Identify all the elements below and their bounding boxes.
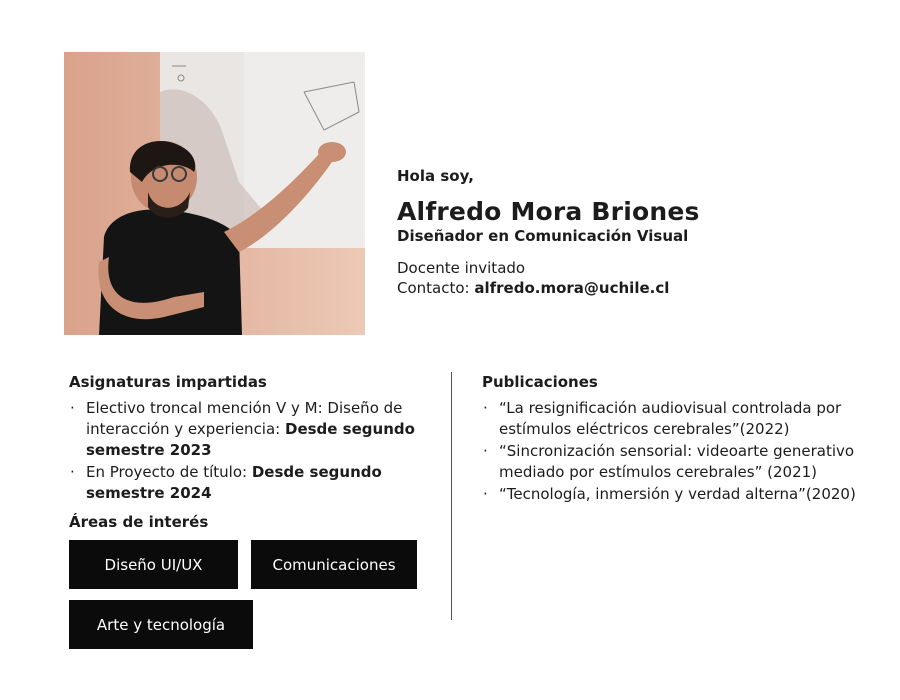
person-role: Docente invitado (397, 259, 526, 277)
bullet: · (70, 463, 75, 481)
course-period: Desde segundo semestre 2024 (86, 463, 382, 502)
right-column (482, 372, 862, 506)
bullet: · (483, 485, 488, 503)
bullet: · (483, 399, 488, 417)
courses-list (69, 398, 439, 504)
course-period: Desde segundo semestre 2023 (86, 420, 415, 459)
person-title: Diseñador en Comunicación Visual (397, 227, 689, 245)
interest-tag: Arte y tecnología (69, 600, 253, 649)
publication-item (482, 484, 862, 505)
course-text: Electivo troncal mención V y M: Diseño de interacción y experiencia: (86, 399, 403, 438)
publication-text: “Tecnología, inmersión y verdad alterna”(2020) (499, 485, 856, 503)
bullet: · (70, 399, 75, 417)
publication-text: “Sincronización sensorial: videoarte generativo mediado por estímulos cerebrales” (2021) (499, 442, 855, 481)
publications-heading: Publicaciones (482, 373, 598, 391)
contact-email[interactable]: alfredo.mora@uchile.cl (474, 279, 670, 297)
interests-heading: Áreas de interés (69, 513, 209, 531)
contact-label: Contacto: (397, 279, 470, 297)
publication-text: “La resignificación audiovisual controlada por estímulos eléctricos cerebrales”(2022) (499, 399, 842, 438)
publications-list (482, 398, 862, 505)
interest-tags (69, 540, 439, 660)
interest-tag: Diseño UI/UX (69, 540, 238, 589)
intro-block (397, 166, 877, 298)
publication-item (482, 398, 862, 440)
profile-photo (64, 52, 365, 335)
contact-line (397, 278, 877, 298)
course-text: En Proyecto de título: (86, 463, 252, 481)
greeting: Hola soy, (397, 167, 474, 185)
bullet: · (483, 442, 488, 460)
course-item (69, 462, 439, 504)
person-name: Alfredo Mora Briones (397, 197, 700, 226)
interest-tag: Comunicaciones (251, 540, 417, 589)
column-divider (451, 372, 452, 620)
courses-heading: Asignaturas impartidas (69, 373, 267, 391)
left-column (69, 372, 439, 660)
publication-item (482, 441, 862, 483)
course-item (69, 398, 439, 461)
